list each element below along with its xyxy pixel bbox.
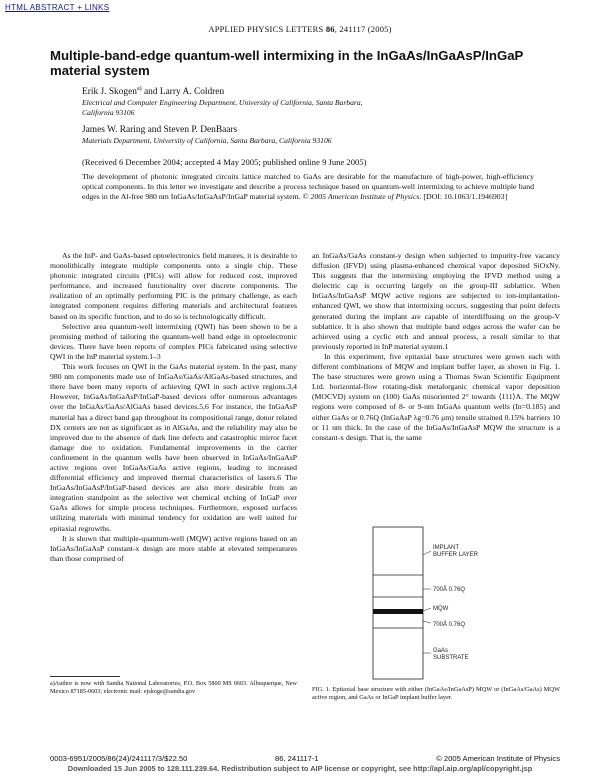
left-column (50, 251, 297, 564)
author-block-2 (82, 125, 332, 146)
label-mqw: MQW (433, 606, 449, 612)
label-top-barrier: 700Å 0.76Q (433, 587, 466, 593)
right-paragraph-2: In this experiment, five epitaxial base structures were grown each with different combinations of MQW and implant buffer layer, as shown in Fig. 1. The base structures were grown using a Thomas Swan Scientific Equipment Ltd. horizontal-flow rotating-disk metalorganic chemical vapor deposition (MOCVD) system on (100) GaAs misoriented 2° towards ⟨111⟩A. The MQW regions were composed of 8- or 9-nm InGaAs quantum wells (In=0.185) and either GaAs or 0.76Q (InGaAsP λg=0.76 μm) tensile strained 0.15% barriers 10 or 11 nm thick. In the case of the InGaAs/InGaAsP MQW the structure is a constant-x design. That is, the same (312, 351, 560, 442)
journal-name: APPLIED PHYSICS LETTERS (208, 24, 324, 34)
abstract (82, 172, 534, 203)
journal-volume: 86 (325, 24, 335, 34)
label-buffer-layer: BUFFER LAYER (433, 552, 478, 558)
pointer-mqw (423, 608, 431, 611)
abstract-text: The development of photonic integrated circuits lattice matched to GaAs are desirable for the manufacture of high-power, high-efficiency optical components. In this letter we investigate and describe a process technique based on quantum-well intermixing to achieve multiple band edges in the Al-free 980 nm InGaAs/InGaAsP/InGaP material system. (82, 172, 534, 202)
pointer-implant (423, 551, 431, 555)
author-footnote-mark: a) (136, 86, 142, 92)
pointer-barrier-bottom (423, 621, 431, 623)
affiliation-1: Electrical and Computer Engineering Department, University of California, Santa Barbara, California 93106 (82, 97, 363, 118)
aip-copyright: © 2005 American Institute of Physics (436, 754, 560, 763)
mqw-layer (373, 609, 423, 614)
figure-1-layer-diagram (369, 525, 519, 680)
label-gaas: GaAs (433, 648, 449, 654)
author-names-2: James W. Raring and Steven P. DenBaars (82, 125, 238, 135)
affiliation-2: Materials Department, University of California, Santa Barbara, California 93106 (82, 135, 332, 145)
author-block-1 (82, 84, 382, 119)
html-abstract-links[interactable]: HTML ABSTRACT + LINKS (5, 3, 110, 12)
left-paragraph-2: Selective area quantum-well intermixing (QWI) has been shown to be a promising method of tailoring the quantum-well band edge in optoelectronic devices. There have been reports of complex PICs fabricated using selective QWI in the InP material system.1–3 (50, 321, 297, 361)
left-paragraph-3: This work focuses on QWI in the GaAs material system. In the past, many 980 nm components made use of InGaAs/GaAs/AlGaAs-based structures, and there have been many reports of achieving QWI in such active regions.3,4 However, InGaAs/InGaAsP/InGaP-based devices offer numerous advantages over the InGaAs/GaAs/AlGaAs based devices.5,6 For instance, the InGaAsP material has a direct band gap throughout its compositional range, donor related DX centers are not as significant as in AlGaAs, and the reliability may also be improved due to the absence of dark line defects and catastrophic mirror facet damage due to oxidation. Fundamental improvements in the carrier confinement in the quantum wells have been observed in InGaAs/InGaAsP active regions over InGaAs/GaAs active regions, leading to increased differential efficiency and improved thermal characteristics of lasers.6 The InGaAs/InGaAsP/InGaP-based devices are also more desirable from an integration standpoint as the selective wet chemical etching of InGaP over GaAs allows for simple process techniques. Furthermore, exposed surfaces utilizing materials with minimal tendency for oxidation are well suited for epitaxial regrowths. (50, 362, 297, 533)
received-dates: (Received 6 December 2004; accepted 4 May 2005; published online 9 June 2005) (82, 157, 367, 167)
figure-1-caption: FIG. 1. Epitaxial base structure with either (InGaAs/InGaAsP) MQW or (InGaAs/GaAs) MQW active region, and GaAs or InGaP implant buffer layer. (312, 686, 560, 701)
journal-article: , 241117 (2005) (334, 24, 392, 34)
label-bottom-barrier: 700Å 0.76Q (433, 622, 466, 628)
left-paragraph-1: As the InP- and GaAs-based optoelectronics field matures, it is desirable to monolithically integrate multiple components onto a single chip. These photonic integrated circuits (PICs) will allow for reduced cost, improved performance, and increased functionality over discrete components. The realization of an optimally performing PIC is the primary challenge, as each integrated component requires differing materials and architectural features based on its specific function, and to do so is technologically difficult. (50, 251, 297, 321)
abstract-doi[interactable]: [DOI: 10.1063/1.1946903] (423, 192, 508, 202)
author-footnote: a)Author is now with Sandia National Laboratories, P.O. Box 5800 MS 0603. Albuquerque, New Mexico 87185-0603; electronic mail: ejskoge@sandia.gov (50, 680, 297, 695)
download-notice: Downloaded 15 Jun 2005 to 128.111.239.64. Redistribution subject to AIP license or copyright, see http://apl.aip.org/apl/copyright.jsp (67, 764, 533, 773)
footnote-rule (50, 676, 120, 677)
stack-outline (373, 527, 423, 679)
author-names-1: Erik J. Skogen (82, 87, 137, 98)
author-names-1b: and Larry A. Coldren (141, 87, 225, 98)
paper-title: Multiple-band-edge quantum-well intermixing in the InGaAs/InGaAsP/InGaP material system (50, 48, 524, 78)
article-code: 0003-6951/2005/86(24)/241117/3/$22.50 (50, 754, 188, 763)
page-number: 86, 241117-1 (275, 754, 319, 763)
abstract-copyright: © 2005 American Institute of Physics. (302, 192, 422, 202)
label-implant: IMPLANT (433, 545, 460, 551)
journal-header (0, 24, 600, 34)
right-column (312, 251, 560, 443)
label-substrate: SUBSTRATE (433, 655, 469, 661)
left-paragraph-4: It is shown that multiple-quantum-well (MQW) active regions based on an InGaAs/InGaAsP constant-x design are more stable at elevated temperatures than those comprised of (50, 533, 297, 563)
right-paragraph-1: an InGaAs/GaAs constant-y design when subjected to impurity-free vacancy diffusion (IFVD) using plasma-enhanced chemical vapor deposited SiOxNy. This suggests that the intermixing employing the IFVD method using a dielectric cap is occurring largely on the group-III sublattice. When InGaAs/InGaAsP MQW active regions are subjected to ion-implantation-enhanced QWI, we show that intermixing occurs, suggesting that point defects generated during the implant are capable of interdiffusing on the group-V sublattice. It is also shown that multiple band edges across the wafer can be achieved using a cyclic etch and anneal process, a result similar to that previously reported in InP material system.1 (312, 251, 560, 351)
